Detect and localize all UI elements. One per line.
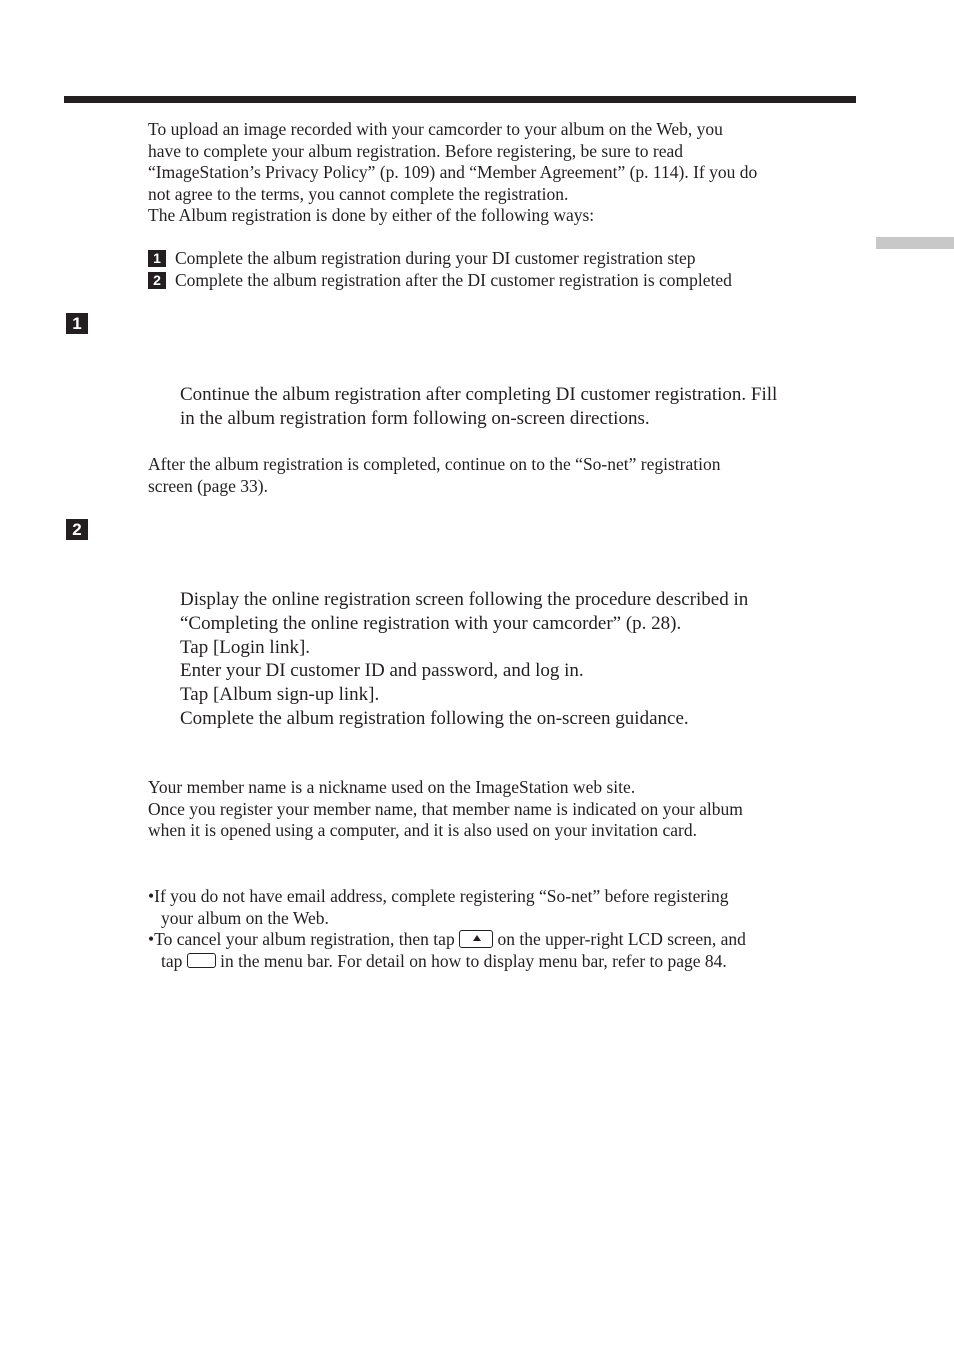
note-item [148, 929, 746, 951]
member-name-paragraph [148, 777, 743, 842]
step-line: Tap [Album sign-up link]. [180, 684, 380, 706]
intro-line: The Album registration is done by either of the following ways: [148, 205, 595, 226]
note-item [148, 886, 746, 908]
section-2-marker [66, 519, 88, 540]
bullet: • [148, 929, 155, 950]
intro-line: “ImageStation’s Privacy Policy” (p. 109) and “Member Agreement” (p. 114). If you do [148, 162, 758, 183]
instruction-line: Continue the album registration after completing DI customer registration. Fill [180, 384, 778, 405]
step-line: Complete the album registration following the on-screen guidance. [180, 707, 689, 729]
option-item [148, 248, 732, 270]
intro-paragraph [148, 119, 757, 227]
section-1-instruction [180, 383, 777, 431]
note-line: After the album registration is completed, continue on to the “So-net” registration [148, 454, 721, 474]
step-line: Enter your DI customer ID and password, and log in. [180, 660, 584, 682]
note-line: screen (page 33). [148, 475, 269, 496]
step-number-badge: 2 [148, 272, 166, 289]
bullet: • [148, 886, 155, 906]
member-line: when it is opened using a computer, and it is also used on your invitation card. [148, 820, 697, 841]
note-text: in the menu bar. For detail on how to display menu bar, refer to page 84. [220, 950, 727, 971]
step-line: Tap [Login link]. [180, 636, 311, 658]
intro-line: have to complete your album registration. Before registering, be sure to read [148, 140, 684, 161]
section-2-steps [180, 588, 748, 731]
side-index-tab [876, 237, 954, 249]
intro-line: not agree to the terms, you cannot complete the registration. [148, 183, 569, 204]
option-item [148, 270, 732, 292]
options-list [148, 248, 732, 291]
instruction-line: in the album registration form following on-screen directions. [180, 407, 650, 429]
section-number-badge: 2 [66, 519, 88, 540]
step-line: “Completing the online registration with your camcorder” (p. 28). [180, 612, 682, 634]
note-continuation [148, 951, 746, 973]
notes-list [148, 886, 746, 972]
header-rule [64, 96, 856, 103]
lcd-up-arrow-button-icon [459, 930, 493, 948]
step-number-badge: 1 [148, 250, 166, 267]
option-text: Complete the album registration after the DI customer registration is completed [175, 269, 732, 290]
note-text: on the upper-right LCD screen, and [497, 929, 746, 950]
lcd-menu-button-icon [187, 953, 216, 968]
member-line: Once you register your member name, that member name is indicated on your album [148, 798, 743, 819]
step-line: Display the online registration screen following the procedure described in [180, 589, 749, 610]
note-text: To cancel your album registration, then tap [154, 929, 455, 950]
note-text: tap [161, 950, 183, 971]
note-continuation: your album on the Web. [161, 907, 329, 928]
member-line: Your member name is a nickname used on the ImageStation web site. [148, 777, 636, 797]
note-text: If you do not have email address, complete registering “So-net” before registering [154, 886, 729, 906]
intro-line: To upload an image recorded with your camcorder to your album on the Web, you [148, 119, 723, 139]
section-1-note [148, 454, 720, 497]
option-text: Complete the album registration during your DI customer registration step [175, 248, 696, 268]
section-1-marker [66, 313, 88, 334]
section-number-badge: 1 [66, 313, 88, 334]
